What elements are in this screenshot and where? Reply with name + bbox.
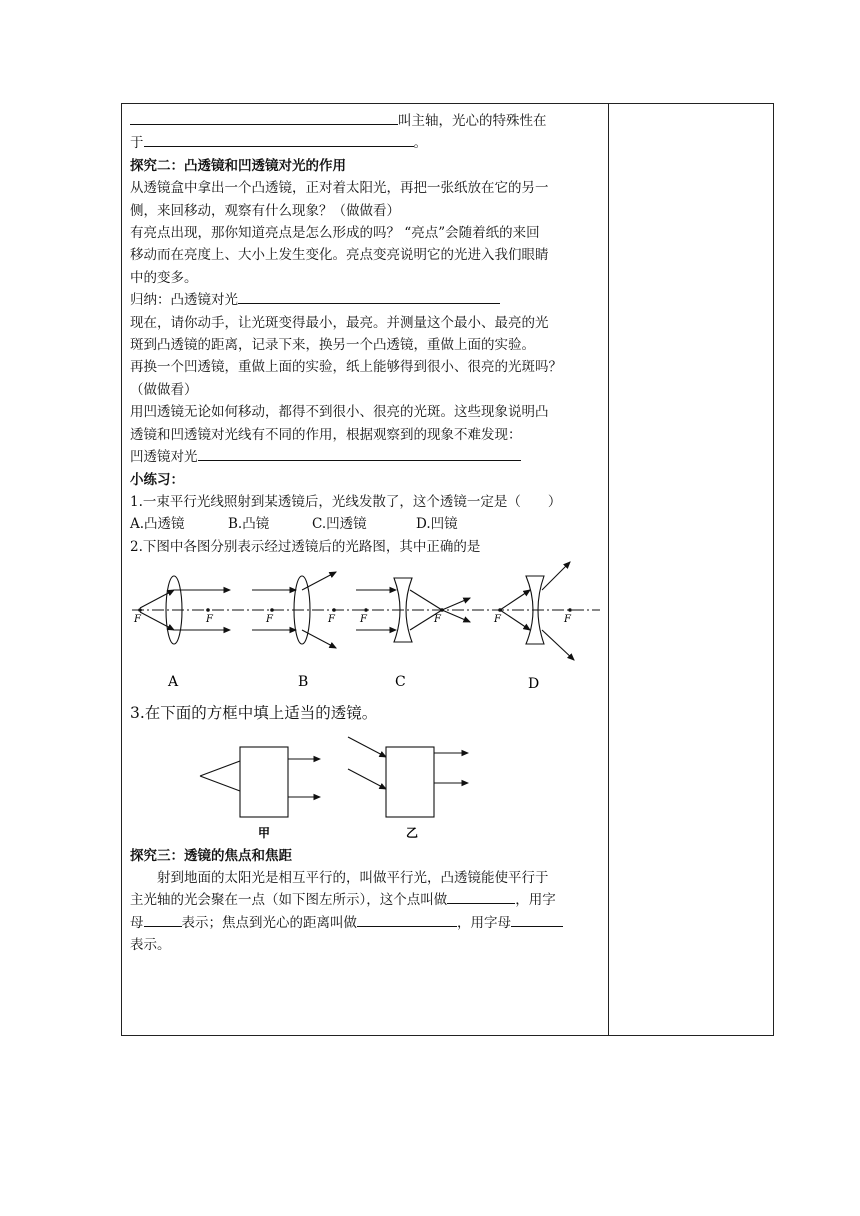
paragraph-line: 有亮点出现，那你知道亮点是怎么形成的吗？ “亮点”会随着纸的来回 [130, 225, 540, 242]
text: 。 [413, 135, 427, 152]
focus-label: F [206, 614, 213, 626]
heading-explore-two: 探究二：凸透镜和凹透镜对光的作用 [130, 157, 346, 174]
box-yi [348, 737, 468, 840]
paragraph-line: 透镜和凹透镜对光线有不同的作用，根据观察到的现象不难发现： [130, 426, 522, 443]
lens-box-diagram [130, 733, 606, 843]
diagram-label-c: C [395, 674, 406, 691]
paragraph-line: 斑到凸透镜的距离，记录下来，换另一个凸透镜，重做上面的实验。 [130, 337, 535, 354]
paragraph-line: 射到地面的太阳光是相互平行的，叫做平行光，凸透镜能使平行于 [157, 869, 549, 886]
text: 归纳：凸透镜对光 [130, 292, 238, 309]
question-3: 3.在下面的方框中填上适当的透镜。 [130, 704, 378, 723]
diagram-label-a: A [168, 674, 179, 691]
fill-blank[interactable] [144, 912, 182, 927]
paragraph-line-focus [130, 889, 606, 911]
option-d[interactable]: D.凹镜 [416, 516, 458, 533]
text: 叫主轴，光心的特殊性在 [398, 113, 547, 129]
paragraph-line: 从透镜盒中拿出一个凸透镜，正对着太阳光，再把一张纸放在它的另一 [130, 180, 549, 197]
text: 凹透镜对光 [130, 449, 198, 466]
box-label-jia: 甲 [258, 825, 271, 840]
focus-label: F [134, 614, 141, 626]
text: ，用字母 [457, 914, 511, 931]
paragraph-line: 中的变多。 [130, 269, 198, 286]
fill-blank[interactable] [238, 289, 500, 304]
column-divider [608, 103, 609, 1036]
diagram-d [498, 562, 574, 660]
paragraph-line: 再换一个凹透镜，重做上面的实验，纸上能够得到很小、很亮的光斑吗？ [130, 359, 562, 376]
fill-blank[interactable] [357, 912, 457, 927]
paragraph-line-focal-length [130, 912, 606, 934]
focus-label: F [564, 614, 571, 626]
main-column [130, 110, 606, 957]
line-optical-center [130, 132, 606, 154]
paragraph-line: （做做看） [130, 381, 198, 398]
diagram-label-b: B [298, 674, 309, 691]
fill-blank[interactable] [447, 889, 515, 904]
text: 母 [130, 914, 144, 931]
paragraph-line: 侧，来回移动，观察有什么现象？（做做看） [130, 202, 400, 219]
box-label-yi: 乙 [406, 825, 419, 840]
option-c[interactable]: C.凹透镜 [312, 516, 367, 533]
focus-label: F [328, 614, 335, 626]
paragraph-line: 用凹透镜无论如何移动，都得不到很小、很亮的光斑。这些现象说明凸 [130, 404, 549, 421]
fill-blank[interactable] [130, 110, 398, 125]
focus-label: F [266, 614, 273, 626]
line-principal-axis [130, 110, 606, 132]
lens-ray-diagram [130, 560, 606, 698]
option-b[interactable]: B.凸镜 [228, 516, 270, 533]
diagram-label-d: D [528, 676, 540, 693]
question-1-options [130, 513, 606, 535]
text: 表示；焦点到光心的距离叫做 [181, 914, 357, 931]
text: 主光轴的光会聚在一点（如下图左所示），这个点叫做 [130, 892, 448, 909]
focus-label: F [360, 614, 367, 626]
summary-concave [130, 446, 606, 468]
focus-label: F [434, 614, 441, 626]
paragraph-line: 表示。 [130, 937, 171, 954]
paragraph-line: 现在，请你动手，让光斑变得最小，最亮。并测量这个最小、最亮的光 [130, 314, 549, 331]
focus-label: F [494, 614, 501, 626]
text: ，用字 [515, 892, 556, 909]
fill-blank[interactable] [511, 912, 563, 927]
summary-convex [130, 289, 606, 311]
fill-blank[interactable] [144, 132, 414, 147]
paragraph-line: 移动而在亮度上、大小上发生变化。亮点变亮说明它的光进入我们眼睛 [130, 247, 549, 264]
box-jia [200, 747, 320, 840]
text: 于 [130, 135, 144, 152]
heading-practice: 小练习： [130, 471, 184, 488]
fill-blank[interactable] [198, 446, 521, 461]
question-1: 1.一束平行光线照射到某透镜后，光线发散了，这个透镜一定是（ ） [130, 493, 562, 510]
question-2: 2.下图中各图分别表示经过透镜后的光路图，其中正确的是 [130, 538, 481, 555]
heading-explore-three: 探究三：透镜的焦点和焦距 [130, 847, 292, 864]
lens-box[interactable] [386, 747, 434, 817]
lens-box[interactable] [240, 747, 288, 817]
option-a[interactable]: A.凸透镜 [130, 516, 185, 533]
